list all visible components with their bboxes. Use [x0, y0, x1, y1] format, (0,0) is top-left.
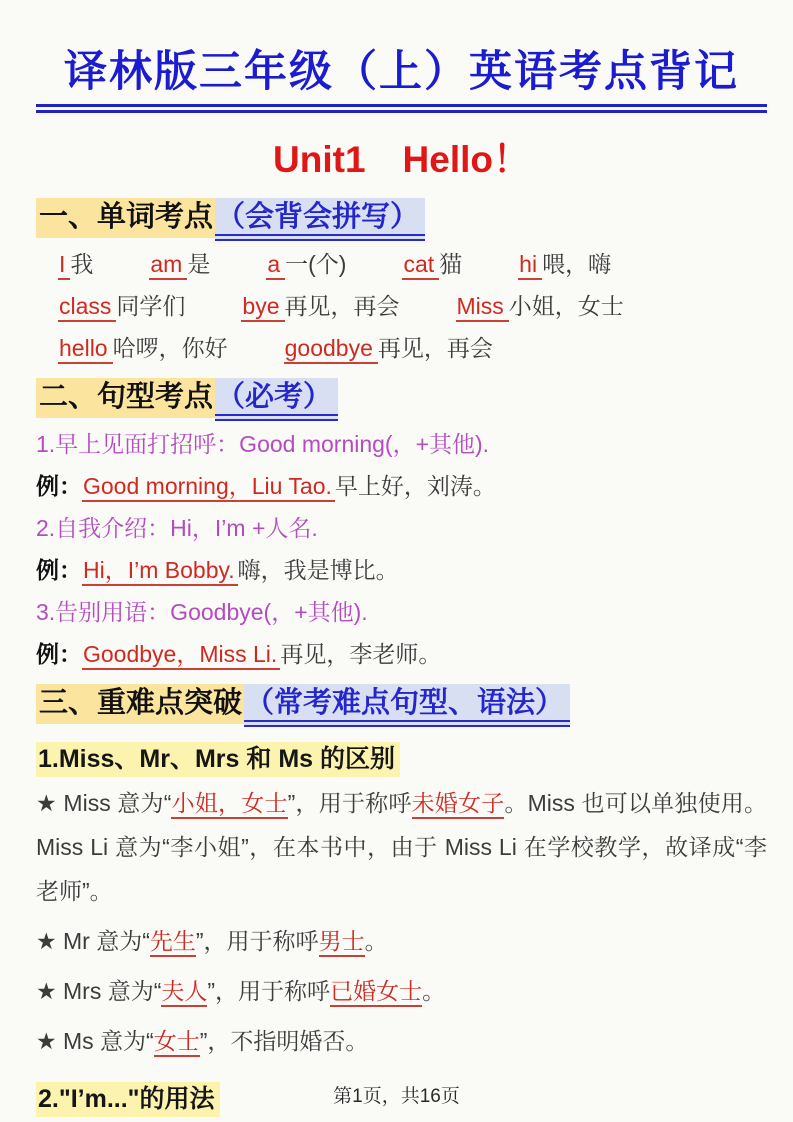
word-english: bye: [241, 293, 284, 322]
text-segment: ★ Ms 意为“: [36, 1028, 154, 1055]
unit-title: Unit1 Hello！: [273, 139, 530, 180]
subtopic-heading-text: 2."I’m..."的用法: [36, 1082, 220, 1117]
word-chinese: 再见，再会: [377, 335, 493, 362]
text-segment: 例：: [36, 473, 82, 500]
vocab-word: [284, 333, 493, 363]
text-segment: 再见，李老师。: [280, 641, 442, 668]
word-chinese: 猫: [439, 251, 463, 278]
text-segment: 。: [422, 978, 446, 1005]
text-segment: 已婚女士: [330, 978, 422, 1007]
word-english: cat: [402, 251, 439, 280]
text-segment: ★ Miss 意为“: [36, 790, 172, 817]
rule-line: 1.早上见面打招呼：Good morning(，+其他).: [36, 431, 490, 458]
word-chinese: 是: [187, 251, 211, 278]
section-subtitle: （常考难点句型、语法）: [244, 684, 570, 727]
page-content: [0, 38, 793, 1122]
vocab-word: [456, 291, 624, 321]
paragraph-miss: [36, 781, 767, 913]
section-header-words: [36, 198, 767, 237]
paragraph-mr: [36, 919, 767, 963]
subtopic-heading: [36, 739, 767, 775]
word-english: class: [58, 293, 116, 322]
word-chinese: 我: [70, 251, 94, 278]
text-segment: 早上好，刘涛。: [334, 473, 496, 500]
vocab-row: [58, 249, 767, 279]
text-segment: ”，不指明婚否。: [199, 1028, 369, 1055]
text-segment: Hi，I’m Bobby.: [82, 557, 238, 586]
text-segment: ”，用于称呼: [195, 928, 319, 955]
word-english: a: [266, 251, 285, 280]
vocab-word: [518, 249, 611, 279]
vocab-word: [241, 291, 399, 321]
paragraph-ms: [36, 1019, 767, 1063]
text-segment: 例：: [36, 557, 82, 584]
vocab-word: [149, 249, 210, 279]
vocab-list: [36, 249, 767, 363]
text-segment: 男士: [319, 928, 365, 957]
text-segment: 未婚女子: [412, 790, 505, 819]
word-chinese: 同学们: [116, 293, 186, 320]
text-segment: ★ Mr 意为“: [36, 928, 150, 955]
word-chinese: 再见，再会: [284, 293, 400, 320]
vocab-word: [58, 333, 228, 363]
rule-line: 3.告别用语：Goodbye(，+其他).: [36, 599, 368, 626]
word-english: hello: [58, 335, 113, 364]
word-english: hi: [518, 251, 542, 280]
text-segment: ”，用于称呼: [287, 790, 412, 817]
vocab-row: [58, 333, 767, 363]
text-segment: 女士: [154, 1028, 200, 1057]
title-underline: [36, 104, 767, 113]
text-segment: 。: [364, 928, 388, 955]
section-title: 二、句型考点: [36, 378, 215, 418]
word-chinese: 哈啰，你好: [112, 335, 228, 362]
section-subtitle: （会背会拼写）: [215, 198, 425, 241]
word-chinese: 喂，嗨: [542, 251, 612, 278]
paragraph-mrs: [36, 969, 767, 1013]
word-english: goodbye: [284, 335, 378, 364]
text-segment: ★ Mrs 意为“: [36, 978, 162, 1005]
text-segment: 。Miss 也可以单独使用。Miss Li 意为“李小姐”，在本书中，由于 Miss Li 在学校教学，故译成“李老师”。: [36, 790, 767, 905]
text-segment: 夫人: [161, 978, 207, 1007]
vocab-word: [402, 249, 462, 279]
subtopic-heading-text: 1.Miss、Mr、Mrs 和 Ms 的区别: [36, 742, 400, 777]
text-segment: ”，用于称呼: [207, 978, 331, 1005]
word-english: I: [58, 251, 70, 280]
vocab-word: [266, 249, 346, 279]
section-title: 三、重难点突破: [36, 684, 244, 724]
text-segment: Goodbye，Miss Li.: [82, 641, 280, 670]
doc-title: 译林版三年级（上）英语考点背记: [64, 48, 739, 96]
section-title: 一、单词考点: [36, 198, 215, 238]
word-chinese: 小姐，女士: [508, 293, 624, 320]
rule-line: 2.自我介绍：Hi，I’m +人名.: [36, 515, 318, 542]
word-english: am: [149, 251, 187, 280]
vocab-word: [58, 249, 93, 279]
section-header-difficult: [36, 684, 767, 723]
word-english: Miss: [456, 293, 509, 322]
vocab-word: [58, 291, 185, 321]
example-line: [36, 555, 767, 585]
text-segment: 嗨，我是博比。: [237, 557, 399, 584]
section-subtitle: （必考）: [215, 378, 338, 421]
word-chinese: 一(个): [285, 251, 347, 278]
section-header-sentences: [36, 378, 767, 417]
text-segment: 例：: [36, 641, 82, 668]
text-segment: 先生: [150, 928, 196, 957]
example-line: [36, 471, 767, 501]
example-line: [36, 639, 767, 669]
text-segment: 小姐，女士: [171, 790, 287, 819]
page-footer: 第1页，共16页: [333, 1086, 460, 1107]
text-segment: Good morning，Liu Tao.: [82, 473, 335, 502]
vocab-row: [58, 291, 767, 321]
